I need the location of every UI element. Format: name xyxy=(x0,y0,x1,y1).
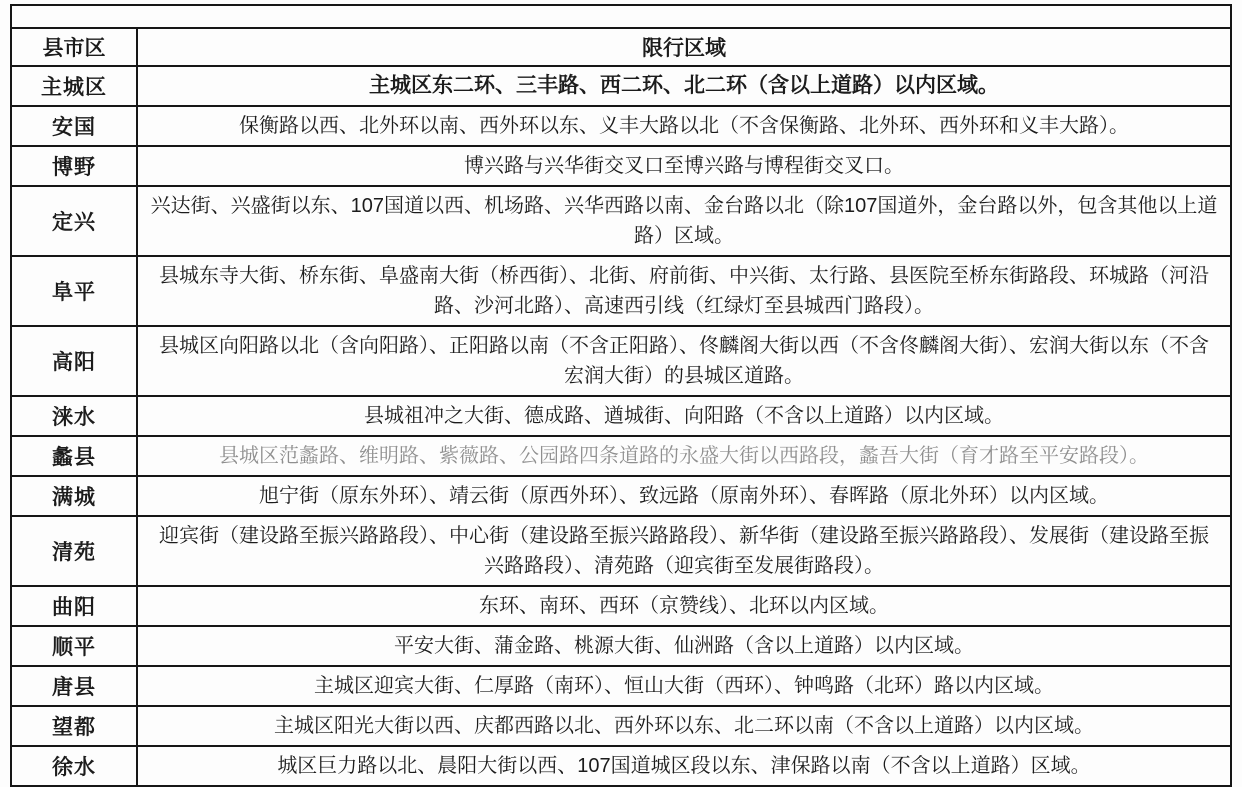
partial-top-row xyxy=(10,4,1232,27)
table-row xyxy=(11,66,1231,106)
district-cell: 曲阳 xyxy=(11,586,137,626)
table-row xyxy=(11,476,1231,516)
restricted-area-cell: 县城区向阳路以北（含向阳路）、正阳路以南（不含正阳路）、佟麟阁大街以西（不含佟麟阁大街）、宏润大街以东（不含宏润大街）的县城区道路。 xyxy=(137,326,1231,396)
restricted-area-cell: 城区巨力路以北、晨阳大街以西、107国道城区段以东、津保路以南（不含以上道路）区域。 xyxy=(137,746,1231,786)
district-cell: 涞水 xyxy=(11,396,137,436)
restricted-area-cell: 平安大街、蒲金路、桃源大街、仙洲路（含以上道路）以内区域。 xyxy=(137,626,1231,666)
restricted-area-cell: 县城祖冲之大街、德成路、遒城街、向阳路（不含以上道路）以内区域。 xyxy=(137,396,1231,436)
table-row xyxy=(11,666,1231,706)
table-row xyxy=(11,106,1231,146)
district-cell: 安国 xyxy=(11,106,137,146)
district-cell: 主城区 xyxy=(11,66,137,106)
district-cell: 蠡县 xyxy=(11,436,137,476)
restricted-area-cell: 县城东寺大街、桥东街、阜盛南大街（桥西街）、北街、府前街、中兴街、太行路、县医院至桥东街路段、环城路（河沿路、沙河北路）、高速西引线（红绿灯至县城西门路段）。 xyxy=(137,256,1231,326)
column-header-district: 县市区 xyxy=(11,28,137,66)
table-row xyxy=(11,626,1231,666)
district-cell: 阜平 xyxy=(11,256,137,326)
restricted-area-cell: 博兴路与兴华街交叉口至博兴路与博程街交叉口。 xyxy=(137,146,1231,186)
table-header-row xyxy=(11,28,1231,66)
table-row xyxy=(11,186,1231,256)
district-cell: 定兴 xyxy=(11,186,137,256)
district-cell: 博野 xyxy=(11,146,137,186)
restricted-area-cell: 县城区范蠡路、维明路、紫薇路、公园路四条道路的永盛大街以西路段，蠡吾大街（育才路至平安路段）。 xyxy=(137,436,1231,476)
restricted-area-cell: 主城区阳光大街以西、庆都西路以北、西外环以东、北二环以南（不含以上道路）以内区域。 xyxy=(137,706,1231,746)
table-row xyxy=(11,706,1231,746)
district-cell: 顺平 xyxy=(11,626,137,666)
district-cell: 望都 xyxy=(11,706,137,746)
restricted-area-cell: 旭宁街（原东外环）、靖云街（原西外环）、致远路（原南外环）、春晖路（原北外环）以内区域。 xyxy=(137,476,1231,516)
table-body xyxy=(11,66,1231,786)
district-cell: 高阳 xyxy=(11,326,137,396)
column-header-restricted-area: 限行区域 xyxy=(137,28,1231,66)
table-row xyxy=(11,326,1231,396)
restricted-area-cell: 兴达街、兴盛街以东、107国道以西、机场路、兴华西路以南、金台路以北（除107国道外，金台路以外，包含其他以上道路）区域。 xyxy=(137,186,1231,256)
table-row xyxy=(11,516,1231,586)
table-row xyxy=(11,746,1231,786)
table-row xyxy=(11,396,1231,436)
restricted-area-cell: 保衡路以西、北外环以南、西外环以东、义丰大路以北（不含保衡路、北外环、西外环和义丰大路）。 xyxy=(137,106,1231,146)
restricted-area-cell: 东环、南环、西环（京赞线）、北环以内区域。 xyxy=(137,586,1231,626)
restricted-area-cell: 迎宾街（建设路至振兴路路段）、中心街（建设路至振兴路路段）、新华街（建设路至振兴路路段）、发展街（建设路至振兴路路段）、清苑路（迎宾街至发展街路段）。 xyxy=(137,516,1231,586)
restricted-area-cell: 主城区东二环、三丰路、西二环、北二环（含以上道路）以内区域。 xyxy=(137,66,1231,106)
district-cell: 徐水 xyxy=(11,746,137,786)
district-cell: 清苑 xyxy=(11,516,137,586)
table-row xyxy=(11,256,1231,326)
table-row xyxy=(11,436,1231,476)
restricted-area-cell: 主城区迎宾大街、仁厚路（南环）、恒山大街（西环）、钟鸣路（北环）路以内区域。 xyxy=(137,666,1231,706)
restriction-area-table xyxy=(10,27,1232,787)
table-row xyxy=(11,146,1231,186)
district-cell: 满城 xyxy=(11,476,137,516)
district-cell: 唐县 xyxy=(11,666,137,706)
table-row xyxy=(11,586,1231,626)
